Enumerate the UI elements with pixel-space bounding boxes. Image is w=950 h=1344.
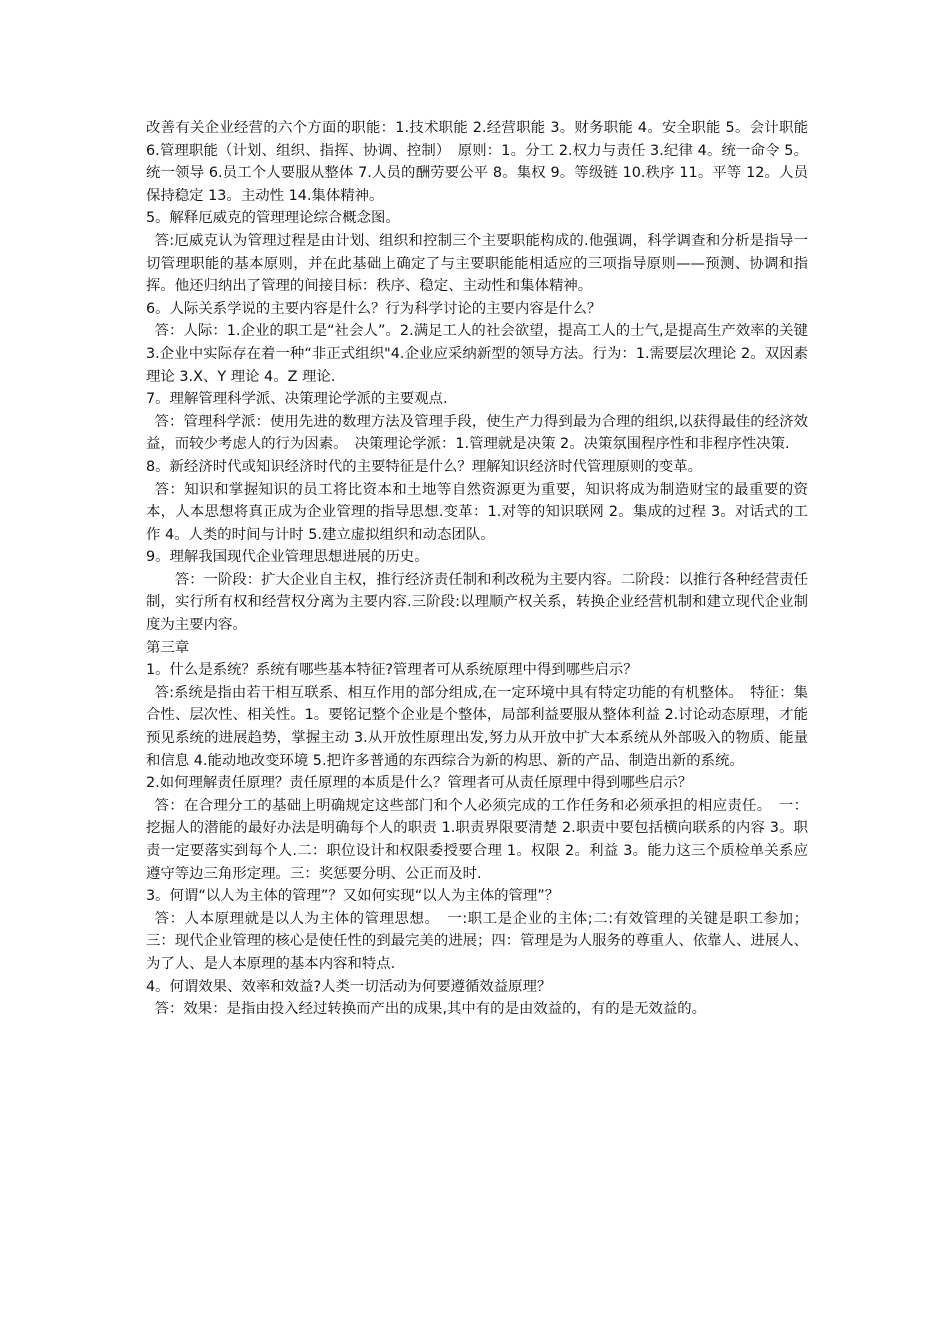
paragraph-fayol-functions: 改善有关企业经营的六个方面的职能：1.技术职能 2.经营职能 3。财务职能 4。安全职能 5。会计职能 6.管理职能（计划、组织、指挥、协调、控制） 原则：1。分工 2.权力与责任 3.纪律 4。统一命令 5。统一领导 6.员工个人要服从整体 7.人员的酬劳要公平 8。集权 9。等级链 10.秩序 11。平等 12。人员保持稳定 13。主动性 14.集体精神。 [146,120,808,204]
question-5: 5。解释厄威克的管理理论综合概念图。 [146,210,400,227]
question-3-2: 2.如何理解责任原理？责任原理的本质是什么？管理者可从责任原理中得到哪些启示？ [146,775,693,792]
answer-3-2: 答：在合理分工的基础上明确规定这些部门和个人必须完成的工作任务和必须承担的相应责任。 一：挖掘人的潜能的最好办法是明确每个人的职责 1.职责界限要清楚 2.职责中要包括横向联系的内容 3。职责一定要落实到每个人.二：职位设计和权限委授要合理 1。权限 2。利益 3。能力这三个质检单关系应遵守等边三角形定理。三：奖惩要分明、公正而及时. [146,797,808,882]
document-page [146,117,808,1021]
answer-6: 答：人际：1.企业的职工是“社会人”。2.满足工人的社会欲望，提高工人的士气,是提高生产效率的关键 3.企业中实际存在着一种“非正式组织"4.企业应采纳新型的领导方法。行为：1.需要层次理论 2。双因素理论 3.X、Y 理论 4。Z 理论. [146,323,808,385]
answer-8: 答：知识和掌握知识的员工将比资本和土地等自然资源更为重要，知识将成为制造财宝的最重要的资本，人本思想将真正成为企业管理的指导思想.变革：1.对等的知识联网 2。集成的过程 3。对话式的工作 4。人类的时间与计时 5.建立虚拟组织和动态团队。 [146,481,808,543]
question-7: 7。理解管理科学派、决策理论学派的主要观点. [146,391,448,408]
question-6: 6。人际关系学说的主要内容是什么？行为科学讨论的主要内容是什么？ [146,300,602,317]
answer-5: 答:厄威克认为管理过程是由计划、组织和控制三个主要职能构成的.他强调，科学调查和分析是指导一切管理职能的基本原则，并在此基础上确定了与主要职能能相适应的三项指导原则——预测、协调和指挥。他还归纳出了管理的间接目标：秩序、稳定、主动性和集体精神。 [146,232,808,295]
question-3-4: 4。何谓效果、效率和效益?人类一切活动为何要遵循效益原理？ [146,978,552,995]
question-9: 9。理解我国现代企业管理思想进展的历史。 [146,549,429,566]
answer-3-1: 答:系统是指由若干相互联系、相互作用的部分组成,在一定环境中具有特定功能的有机整体。 特征：集合性、层次性、相关性。1。要铭记整个企业是个整体，局部利益要服从整体利益 2.讨论动态原理，才能预见系统的进展趋势，掌握主动 3.从开放性原理出发,努力从开放中扩大本系统从外部吸入的物质、能量和信息 4.能动地改变环境 5.把许多普通的东西综合为新的构思、新的产品、制造出新的系统。 [146,684,808,769]
question-8: 8。新经济时代或知识经济时代的主要特征是什么？理解知识经济时代管理原则的变革。 [146,458,703,475]
answer-7: 答：管理科学派：使用先进的数理方法及管理手段，使生产力得到最为合理的组织,以获得最佳的经济效益，而较少考虑人的行为因素。 决策理论学派：1.管理就是决策 2。决策氛围程序性和非程序性决策. [146,413,808,453]
answer-3-4: 答：效果：是指由投入经过转换而产出的成果,其中有的是由效益的，有的是无效益的。 [154,1001,707,1018]
chapter-heading: 第三章 [146,639,190,656]
answer-9: 答：一阶段：扩大企业自主权，推行经济责任制和利改税为主要内容。二阶段：以推行各种经营责任制，实行所有权和经营权分离为主要内容.三阶段:以理顺产权关系，转换企业经营机制和建立现代企业制度为主要内容。 [146,571,808,634]
question-3-1: 1。什么是系统？系统有哪些基本特征?管理者可从系统原理中得到哪些启示？ [146,662,638,679]
answer-3-3: 答：人本原理就是以人为主体的管理思想。 一:职工是企业的主体;二:有效管理的关键是职工参加；三：现代企业管理的核心是使任性的到最完美的进展；四：管理是为人服务的尊重人、依靠人、进展人、为了人、是人本原理的基本内容和特点. [146,910,808,972]
question-3-3: 3。何谓“以人为主体的管理”？又如何实现“以人为主体的管理”？ [146,888,560,905]
